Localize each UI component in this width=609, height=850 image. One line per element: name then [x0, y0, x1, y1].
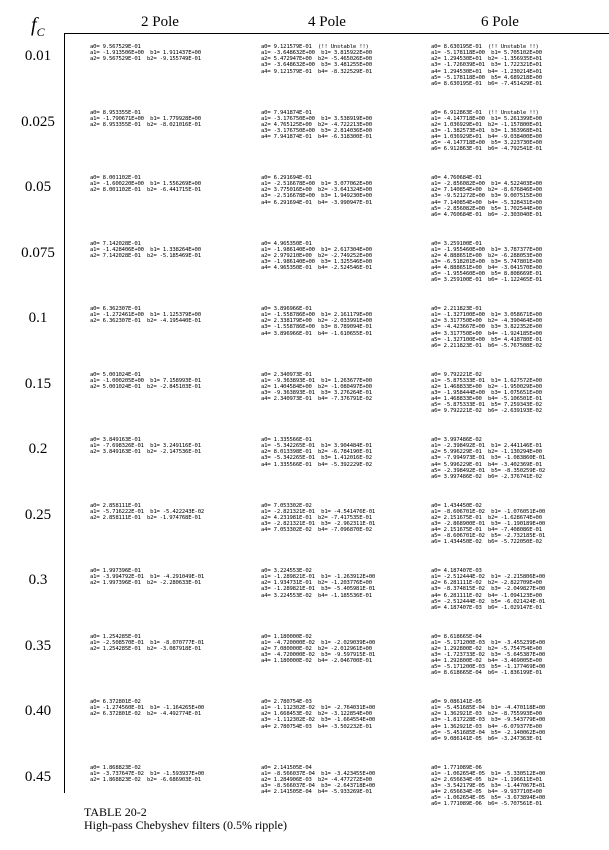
coefficient-line: a1= -5.342265E-01 b1= 3.904484E-01 [261, 443, 372, 450]
coefficient-line: a1= -1.986140E+00 b1= 2.617304E+00 [261, 246, 372, 253]
coefficient-line: a3= -1.382573E+01 b3= 1.363968E+01 [431, 127, 542, 134]
coefficient-line: a6= 3.997486E-02 b6= -2.376741E-02 [431, 473, 542, 480]
coefficient-line: a4= 1.335566E-01 b4= -5.392229E-02 [261, 461, 372, 468]
coefficients-4-pole [261, 241, 372, 272]
coefficient-line: a0= 5.001024E-01 [90, 371, 141, 378]
coefficient-line: a0= 1.434450E-02 [431, 502, 482, 509]
coefficient-line: a1= -5.178118E+00 b1= 5.705102E+00 [431, 50, 542, 57]
coefficient-line: a3= -1.958444E+00 b3= 1.075651E+00 [431, 389, 542, 396]
coefficient-line: a2= 2.979210E+00 b2= -2.749252E+00 [261, 252, 372, 259]
coefficient-line: a6= 9.792221E-02 b6= -2.639193E-02 [431, 408, 542, 415]
coefficient-line: a1= -5.875333E-01 b1= 1.627572E+00 [431, 377, 542, 384]
coefficient-line: a0= 3.997486E-02 [431, 437, 482, 443]
coefficient-line: a5= -2.398492E-01 b5= -8.350259E-02 [431, 467, 546, 474]
coefficient-line: a1= -1.289821E-01 b1= -1.263912E+00 [261, 574, 376, 581]
coefficient-line: a4= 7.053302E-02 b4= -7.096870E-02 [261, 527, 372, 534]
coefficient-line: a3= -4.423667E+00 b3= 3.822352E+00 [431, 324, 542, 331]
coefficient-line: a2= 1.668453E-02 b2= -3.122854E+00 [261, 711, 372, 718]
coefficient-line: a0= 2.141505E-04 [261, 764, 312, 771]
coefficient-line: a5= -1.327100E+00 b5= 4.418780E-01 [431, 336, 542, 343]
coefficient-line: a5= -5.178118E+00 b5= 4.689218E+00 [431, 74, 542, 81]
coefficient-line: a4= 2.656634E-05 b4= -9.937710E+00 [431, 789, 542, 796]
coefficient-line: a4= 3.224553E-02 b4= -1.185536E-01 [261, 592, 372, 599]
coefficients-2-pole [90, 175, 201, 193]
coefficients-2-pole [90, 110, 201, 128]
coefficient-line: a2= 7.080000E-02 b2= -2.012961E+00 [261, 645, 372, 652]
coefficient-line: a0= 6.912863E-01 (!! Unstable !!) [431, 109, 539, 116]
coefficients-2-pole [90, 699, 204, 717]
coefficient-line: a4= 2.151675E-01 b4= -7.408086E-01 [431, 527, 542, 534]
coefficient-line: a0= 4.187407E-03 [431, 568, 482, 574]
coefficient-line: a0= 2.211823E-01 [431, 306, 482, 312]
coefficient-line: a1= -9.363893E-01 b1= 1.263677E+00 [261, 377, 372, 384]
coefficient-line: a3= -2.868900E-01 b3= -1.190189E+00 [431, 520, 546, 527]
coefficient-line: a0= 7.053302E-02 [261, 502, 312, 509]
coefficient-line: a2= 4.231981E-01 b2= -7.417535E-01 [261, 514, 372, 521]
coefficient-line: a6= 1.434450E-02 b6= -5.722050E-02 [431, 539, 542, 546]
coefficients-6-pole [431, 306, 542, 349]
coefficient-line: a3= -1.289821E-01 b3= -5.405981E-01 [261, 586, 376, 593]
coefficient-line: a4= 1.180000E-02 b4= -2.046700E-01 [261, 658, 372, 665]
coefficient-line: a2= 8.013398E-01 b2= -6.784190E-01 [261, 449, 372, 456]
coefficient-line: a5= -2.856082E+00 b5= 1.702544E+00 [431, 205, 542, 212]
coefficient-line: a0= 2.780754E-03 [261, 699, 312, 705]
coefficient-line: a6= 8.630195E-01 b6= -7.451429E-01 [431, 80, 542, 87]
coefficients-6-pole [431, 372, 542, 415]
coefficient-line: a1= -8.606701E-02 b1= -1.076051E+00 [431, 508, 546, 515]
coefficients-2-pole [90, 306, 201, 324]
coefficient-line: a2= 2.151675E-01 b2= -1.628674E+00 [431, 514, 542, 521]
coefficient-line: a0= 1.180000E-02 [261, 633, 312, 640]
coefficient-line: a1= -7.698326E-01 b1= 3.249116E-01 [90, 443, 201, 450]
coefficient-line: a2= 2.338179E+00 b2= -2.033991E+00 [261, 318, 372, 325]
fc-column-rule [64, 33, 65, 793]
coefficient-line: a1= -4.147718E+00 b1= 5.261399E+00 [431, 115, 542, 122]
coefficients-4-pole [261, 568, 375, 599]
coefficient-line: a0= 3.259100E-01 [431, 240, 482, 247]
coefficient-line: a3= -8.566037E-04 b3= -2.643718E+00 [261, 782, 376, 789]
coefficient-line: a4= 1.468833E+00 b4= -5.106501E-01 [431, 396, 542, 403]
coefficient-line: a0= 7.941874E-01 [261, 109, 312, 116]
coefficients-4-pole [261, 175, 372, 206]
fc-value: 0.075 [21, 244, 55, 261]
coefficient-line: a2= 1.934731E-01 b2= -1.203776E+00 [261, 580, 372, 587]
coefficient-line: a4= 1.292800E-02 b4= -3.469005E+00 [431, 658, 542, 665]
caption-title: TABLE 20-2 [84, 805, 147, 819]
coefficient-line: a5= -1.955460E+00 b5= 8.808669E-01 [431, 271, 542, 278]
coefficient-line: a4= 6.281111E-02 b4= -1.094123E+00 [431, 592, 542, 599]
coefficient-line: a0= 2.340973E-01 [261, 371, 312, 378]
coefficient-line: a0= 3.224553E-02 [261, 568, 312, 574]
coefficients-4-pole [261, 372, 372, 403]
fc-axis-label: $f_C$ [31, 14, 45, 39]
coefficient-line: a4= 5.996229E-01 b4= -3.402369E-01 [431, 461, 542, 468]
coefficient-line: a2= 1.868823E-02 b2= -6.686903E-01 [90, 776, 201, 783]
coefficient-line: a1= -1.062654E-05 b1= -5.330512E+00 [431, 770, 546, 777]
coefficient-line: a0= 9.567529E-01 [90, 44, 141, 50]
fc-value: 0.025 [21, 113, 55, 130]
coefficient-line: a2= 2.858111E-01 b2= -1.974768E-01 [90, 514, 201, 521]
coefficient-line: a1= -1.272461E+00 b1= 1.125379E+00 [90, 312, 201, 319]
coefficient-line: a2= 1.292800E-02 b2= -5.754754E+00 [431, 645, 542, 652]
coefficient-line: a5= -5.875333E-01 b5= 7.259343E-02 [431, 402, 542, 409]
coefficients-2-pole [90, 372, 201, 390]
coefficient-line: a6= 2.211823E-01 b6= -5.767508E-02 [431, 342, 542, 349]
coefficient-line: a0= 8.953355E-01 [90, 109, 141, 116]
coefficient-line: a5= -8.606701E-02 b5= -2.732185E-01 [431, 533, 546, 540]
fc-value: 0.15 [24, 375, 52, 392]
coefficient-line: a1= -1.000205E+00 b1= 7.158993E-01 [90, 377, 201, 384]
coefficient-line: a4= 1.294530E+01 b4= -1.230214E+01 [431, 68, 542, 75]
coefficient-line: a0= 8.001102E-01 [90, 175, 141, 181]
coefficients-4-pole [261, 44, 372, 75]
coefficients-4-pole [261, 765, 375, 796]
coefficient-line: a1= -3.648632E+00 b1= 3.815922E+00 [261, 50, 372, 57]
coefficient-line: a3= -3.542179E-05 b3= -1.447067E+01 [431, 782, 546, 789]
coefficient-line: a0= 1.997396E-01 [90, 568, 141, 574]
coefficient-line: a2= 1.362921E-03 b2= -8.755993E+00 [431, 711, 542, 718]
coefficient-line: a4= 2.340973E-01 b4= -7.376791E-02 [261, 396, 372, 403]
coefficient-line: a4= 7.941874E-01 b4= -6.318300E-01 [261, 134, 372, 141]
coefficient-line: a5= -4.147718E+00 b5= 3.223730E+00 [431, 140, 542, 147]
coefficient-line: a0= 1.771089E-06 [431, 764, 482, 771]
coefficient-line: a2= 1.254285E-01 b2= -3.087918E-01 [90, 645, 201, 652]
coefficient-line: a2= 6.362307E-01 b2= -4.195440E-01 [90, 318, 201, 325]
coefficient-line: a5= -5.171200E-03 b5= -1.177469E+00 [431, 664, 546, 671]
coefficient-line: a1= -1.327100E+00 b1= 3.058671E+00 [431, 312, 542, 319]
coefficient-line: a5= -5.451685E-04 b5= -2.140062E+00 [431, 729, 546, 736]
coefficient-line: a5= -2.512444E-02 b5= -6.021424E-01 [431, 598, 546, 605]
coefficient-line: a1= -1.955460E+00 b1= 3.787377E+00 [431, 246, 542, 253]
coefficient-line: a2= 3.849163E-01 b2= -2.147536E-01 [90, 449, 201, 456]
coefficient-line: a4= 3.896966E-01 b4= -1.610655E-01 [261, 330, 372, 337]
coefficient-line: a5= -1.062654E-05 b5= -3.673894E+00 [431, 795, 546, 802]
coefficient-line: a2= 1.404584E+00 b2= -1.080497E+00 [261, 383, 372, 390]
coefficient-line: a2= 6.372801E-02 b2= -4.492774E-01 [90, 711, 201, 718]
coefficient-line: a1= -1.600220E+00 b1= 1.556269E+00 [90, 181, 201, 188]
coefficient-line: a1= -3.994792E-01 b1= -4.291049E-01 [90, 574, 205, 581]
coefficients-4-pole [261, 699, 375, 730]
coefficient-line: a3= -4.720000E-02 b3= -9.597915E-01 [261, 651, 376, 658]
coefficient-line: a4= 1.362921E-03 b4= -6.079377E+00 [431, 723, 542, 730]
coefficients-2-pole [90, 634, 204, 652]
coefficient-line: a2= 7.142028E-01 b2= -5.185469E-01 [90, 252, 201, 259]
caption-description: High-pass Chebyshev filters (0.5% ripple) [84, 818, 287, 832]
coefficient-line: a6= 9.086141E-05 b6= -3.247363E-01 [431, 735, 542, 742]
coefficients-2-pole [90, 568, 204, 586]
coefficient-line: a4= 1.036929E+01 b4= -9.038400E+00 [431, 134, 542, 141]
table-caption [84, 806, 287, 832]
fc-value: 0.45 [24, 768, 52, 785]
coefficient-line: a3= -9.363893E-01 b3= 3.276264E-01 [261, 389, 372, 396]
coefficient-line: a0= 1.254285E-01 [90, 633, 141, 640]
coefficient-line: a0= 3.896966E-01 [261, 306, 312, 312]
coefficient-line: a1= -1.112302E-02 b1= -2.764031E+00 [261, 705, 376, 712]
coefficients-4-pole [261, 634, 375, 665]
coefficient-line: a4= 7.140854E+00 b4= -5.328431E+00 [431, 199, 542, 206]
coefficients-4-pole [261, 110, 372, 141]
coefficient-line: a0= 7.142028E-01 [90, 240, 141, 247]
coefficient-line: a0= 4.965350E-01 [261, 240, 312, 247]
fc-value: 0.01 [24, 48, 52, 64]
coefficient-line: a0= 9.086141E-05 [431, 699, 482, 705]
coefficient-line: a4= 6.291694E-01 b4= -3.990947E-01 [261, 199, 372, 206]
coefficients-4-pole [261, 503, 375, 534]
coefficient-line: a1= -1.913506E+00 b1= 1.911437E+00 [90, 50, 201, 57]
coefficient-line: a6= 4.760684E-01 b6= -2.303040E-01 [431, 211, 542, 218]
coefficients-6-pole [431, 699, 545, 742]
coefficients-6-pole [431, 568, 545, 611]
column-header-2-pole: 2 Pole [141, 14, 179, 30]
coefficient-line: a2= 3.317750E+00 b2= -4.390464E+00 [431, 318, 542, 325]
coefficient-line: a6= 6.912863E-01 b6= -4.792541E-01 [431, 146, 542, 153]
coefficient-line: a1= -2.508570E-01 b1= -8.070777E-01 [90, 639, 205, 646]
coefficient-line: a2= 6.281111E-02 b2= -2.822709E+00 [431, 580, 542, 587]
coefficient-line: a3= -1.817228E-03 b3= -9.543779E+00 [431, 717, 546, 724]
coefficient-line: a1= -3.737647E-02 b1= -1.593937E+00 [90, 770, 205, 777]
coefficient-line: a4= 2.141505E-04 b4= -5.933269E-01 [261, 789, 372, 796]
coefficient-line: a6= 4.187407E-03 b6= -1.029147E-01 [431, 604, 542, 611]
coefficient-line: a0= 8.618665E-04 [431, 633, 482, 640]
coefficient-line: a4= 2.780754E-03 b4= -3.502232E-01 [261, 723, 372, 730]
coefficient-line: a1= -3.176750E+00 b1= 3.538919E+00 [261, 115, 372, 122]
coefficient-line: a3= -2.516678E+00 b3= 1.949230E+00 [261, 193, 372, 200]
coefficient-line: a1= -8.566037E-04 b1= -3.423455E+00 [261, 770, 376, 777]
coefficient-line: a0= 6.291694E-01 [261, 175, 312, 181]
coefficient-line: a3= -1.558786E+00 b3= 8.789094E-01 [261, 324, 372, 331]
coefficient-line: a1= -5.171200E-03 b1= -3.455239E+00 [431, 639, 546, 646]
coefficient-line: a4= 4.888651E+00 b4= -3.041570E+00 [431, 265, 542, 272]
coefficient-line: a1= -2.516678E+00 b1= 3.077062E+00 [261, 181, 372, 188]
coefficient-line: a1= -1.428406E+00 b1= 1.338264E+00 [90, 246, 201, 253]
coefficient-line: a4= 3.317750E+00 b4= -1.924185E+00 [431, 330, 542, 337]
fc-value: 0.2 [28, 441, 48, 457]
coefficient-line: a3= -1.726039E+01 b3= 1.722321E+01 [431, 62, 542, 69]
coefficient-line: a3= -5.342265E-01 b3= 1.412016E-02 [261, 455, 372, 462]
coefficient-line: a2= 7.140854E+00 b2= -8.676846E+00 [431, 187, 542, 194]
coefficient-line: a0= 8.630195E-01 (!! Unstable !!) [431, 44, 539, 50]
fc-value: 0.05 [24, 179, 52, 195]
coefficient-line: a1= -1.790671E+00 b1= 1.779928E+00 [90, 115, 201, 122]
coefficient-line: a2= 5.001024E-01 b2= -2.845103E-01 [90, 383, 201, 390]
coefficient-line: a0= 3.849163E-01 [90, 437, 141, 443]
coefficient-line: a0= 4.760684E-01 [431, 175, 482, 181]
coefficient-line: a0= 1.335566E-01 [261, 437, 312, 443]
column-header-4-pole: 4 Pole [308, 14, 346, 30]
coefficient-line: a1= -4.720000E-02 b1= -2.029039E+00 [261, 639, 376, 646]
coefficients-2-pole [90, 241, 201, 259]
coefficient-line: a3= -3.648632E+00 b3= 3.481255E+00 [261, 62, 372, 69]
coefficient-line: a4= 4.965350E-01 b4= -2.524546E-01 [261, 265, 372, 272]
coefficients-4-pole [261, 306, 372, 337]
coefficient-line: a2= 5.472947E+00 b2= -5.465026E+00 [261, 56, 372, 63]
coefficients-2-pole [90, 765, 204, 783]
fc-value: 0.40 [24, 703, 52, 719]
coefficient-line: a2= 1.036929E+01 b2= -1.157800E+01 [431, 121, 542, 128]
coefficient-line: a1= -2.856082E+00 b1= 4.522403E+00 [431, 181, 542, 188]
coefficient-line: a2= 3.775016E+00 b2= -3.641324E+00 [261, 187, 372, 194]
coefficient-line: a3= -1.112302E-02 b3= -1.664554E+00 [261, 717, 376, 724]
coefficient-line: a3= -6.518201E+00 b3= 5.747801E+00 [431, 258, 542, 265]
coefficient-line: a2= 1.294530E+01 b2= -1.356935E+01 [431, 56, 542, 63]
coefficient-line: a2= 1.284906E-03 b2= -4.477272E+00 [261, 776, 372, 783]
coefficient-line: a0= 2.858111E-01 [90, 502, 141, 509]
coefficient-line: a0= 6.372801E-02 [90, 699, 141, 705]
coefficients-2-pole [90, 437, 201, 455]
coefficient-line: a2= 1.468833E+00 b2= -1.950029E+00 [431, 383, 542, 390]
coefficient-line: a3= -9.521272E+00 b3= 9.007515E+00 [431, 193, 542, 200]
coefficient-line: a2= 1.997396E-01 b2= -2.280633E-01 [90, 580, 201, 587]
coefficients-2-pole [90, 503, 204, 521]
coefficient-line: a1= -5.451685E-04 b1= -4.470118E+00 [431, 705, 546, 712]
coefficient-line: a3= -1.986140E+00 b3= 1.325546E+00 [261, 258, 372, 265]
fc-value: 0.25 [24, 506, 52, 523]
coefficients-2-pole [90, 44, 201, 62]
coefficient-line: a1= -1.274560E-01 b1= -1.164265E+00 [90, 705, 205, 712]
coefficient-line: a3= -2.821321E-01 b3= -2.962311E-01 [261, 520, 376, 527]
coefficient-line: a3= -7.994973E-01 b3= -1.083860E-01 [431, 455, 546, 462]
coefficient-line: a0= 9.121579E-01 (!! Unstable !!) [261, 44, 369, 50]
fc-value: 0.35 [24, 637, 52, 654]
coefficient-line: a1= -2.821321E-01 b1= -4.541476E-01 [261, 508, 376, 515]
coefficients-6-pole [431, 175, 542, 218]
coefficients-6-pole [431, 44, 542, 87]
coefficient-line: a3= -3.176750E+00 b3= 2.814036E+00 [261, 127, 372, 134]
coefficient-line: a0= 1.868823E-02 [90, 764, 141, 771]
coefficient-line: a2= 9.567529E-01 b2= -9.155749E-01 [90, 56, 201, 63]
coefficient-line: a1= -2.398492E-01 b1= 2.441146E-01 [431, 443, 542, 450]
coefficient-line: a2= 8.953355E-01 b2= -8.021016E-01 [90, 121, 201, 128]
coefficients-6-pole [431, 110, 542, 153]
coefficient-line: a2= 5.996229E-01 b2= -1.130294E+00 [431, 449, 542, 456]
coefficients-6-pole [431, 437, 545, 480]
coefficient-line: a2= 4.765125E+00 b2= -4.722213E+00 [261, 121, 372, 128]
coefficients-4-pole [261, 437, 372, 468]
coefficients-6-pole [431, 503, 545, 546]
coefficients-6-pole [431, 634, 545, 677]
coefficient-line: a2= 8.001102E-01 b2= -6.441715E-01 [90, 187, 201, 194]
coefficient-line: a1= -5.716222E-01 b1= -5.422243E-02 [90, 508, 205, 515]
coefficient-line: a0= 6.362307E-01 [90, 306, 141, 312]
column-header-6-pole: 6 Pole [481, 14, 519, 30]
header-rule [64, 33, 609, 34]
coefficient-line: a6= 8.618665E-04 b6= -1.836199E-01 [431, 670, 542, 677]
coefficient-line: a1= -2.512444E-02 b1= -2.215806E+00 [431, 574, 546, 581]
coefficient-line: a4= 9.121579E-01 b4= -8.322529E-01 [261, 68, 372, 75]
coefficient-line: a2= 4.888651E+00 b2= -6.288053E+00 [431, 252, 542, 259]
coefficient-line: a3= -8.374815E-02 b3= -2.049827E+00 [431, 586, 546, 593]
coefficient-line: a6= 3.259100E-01 b6= -1.122465E-01 [431, 277, 542, 284]
fc-value: 0.3 [28, 572, 48, 588]
coefficient-line: a3= -1.723733E-02 b3= -5.645387E+00 [431, 651, 546, 658]
fc-value: 0.1 [28, 310, 48, 326]
coefficient-line: a2= 2.656634E-05 b2= -1.196611E+01 [431, 776, 542, 783]
coefficients-6-pole [431, 765, 545, 808]
coefficients-6-pole [431, 241, 542, 284]
coefficient-line: a1= -1.558786E+00 b1= 2.161179E+00 [261, 312, 372, 319]
coefficient-line: a6= 1.771089E-06 b6= -5.707561E-01 [431, 801, 542, 808]
coefficient-line: a0= 9.792221E-02 [431, 371, 482, 378]
